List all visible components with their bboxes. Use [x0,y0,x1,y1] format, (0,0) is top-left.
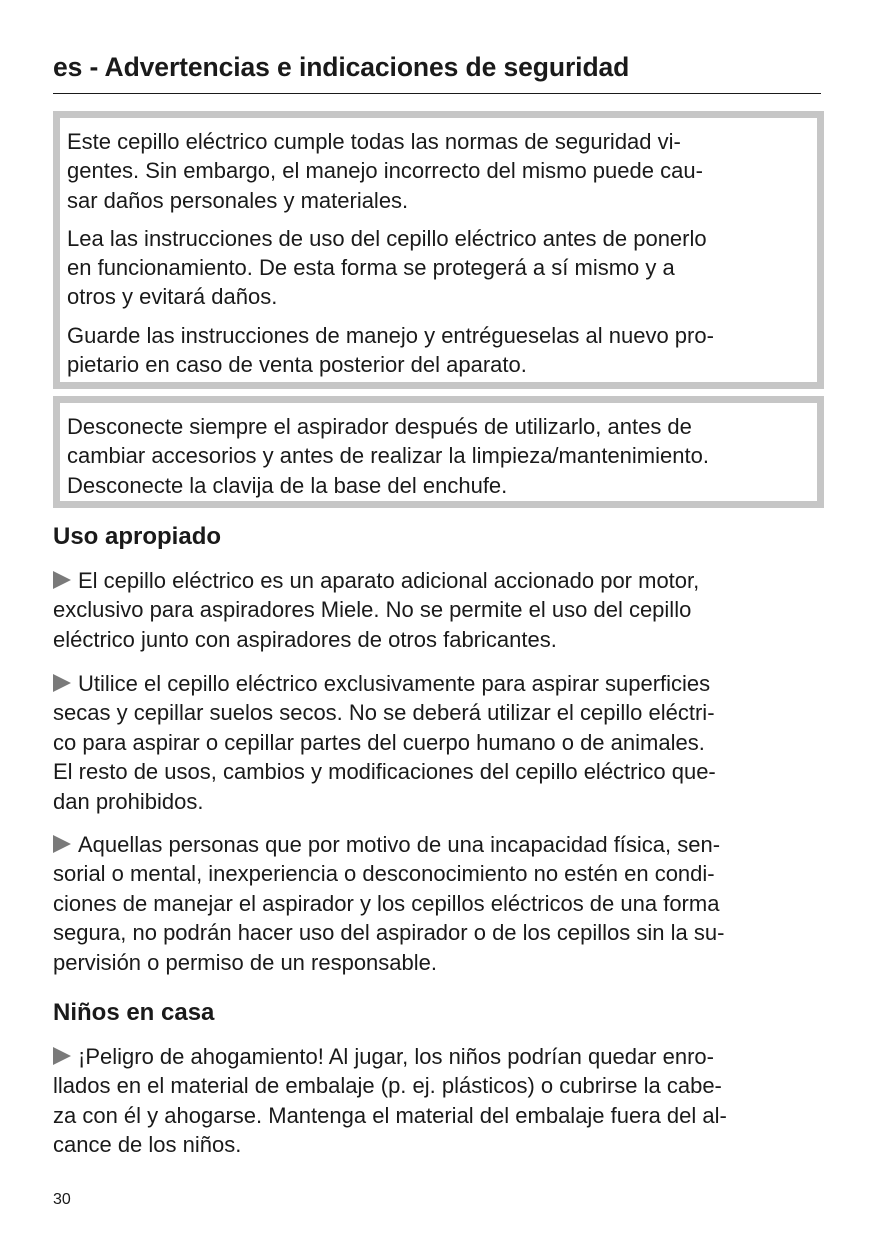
unplug-warning-text: Desconecte siempre el aspirador después de utilizarlo, antes de cambiar accesorios y antes de realizar la limpieza/mantenimiento. Desconecte la clavija de la base del enchufe. [67,414,709,498]
bullet-text: El cepillo eléctrico es un aparato adicional accionado por motor, exclusivo para aspiradores Miele. No se permite el uso del cepillo eléctrico junto con aspiradores de otros fabricantes. [53,568,700,652]
triangle-right-icon [53,835,71,853]
bullet-item-uso-1 [53,566,828,654]
bullet-text: Aquellas personas que por motivo de una incapacidad física, sen- sorial o mental, inexperiencia o desconocimiento no estén en condi- ciones de manejar el aspirador y los cepillos eléctricos de una forma segura, no podrán hacer uso del aspirador o de los cepillos sin la su- pervisión o permiso de un responsable. [53,832,725,975]
title-rule [53,93,821,94]
notice-paragraph-1: Este cepillo eléctrico cumple todas las normas de seguridad vi- gentes. Sin embargo, el manejo incorrecto del mismo puede cau- sar daños personales y materiales. [67,129,703,213]
triangle-right-icon [53,571,71,589]
bullet-text: ¡Peligro de ahogamiento! Al jugar, los niños podrían quedar enro- llados en el material de embalaje (p. ej. plásticos) o cubrirse la cabe- za con él y ahogarse. Mantenga el material del embalaje fuera del al- cance de los niños. [53,1044,727,1158]
notice-paragraph-3: Guarde las instrucciones de manejo y entrégueselas al nuevo pro- pietario en caso de venta posterior del aparato. [67,322,714,378]
section-heading-ninos-en-casa: Niños en casa [53,999,215,1026]
unplug-warning-box [53,396,824,508]
page-title: es - Advertencias e indicaciones de seguridad [53,52,630,82]
triangle-right-icon [53,1047,71,1065]
bullet-item-uso-2 [53,669,828,816]
page-number: 30 [53,1191,71,1208]
notice-paragraph-2: Lea las instrucciones de uso del cepillo eléctrico antes de ponerlo en funcionamiento. De esta forma se protegerá a sí mismo y a otros y evitará daños. [67,225,707,310]
bullet-item-ninos-1 [53,1042,828,1160]
bullet-item-uso-3 [53,830,828,977]
triangle-right-icon [53,674,71,692]
bullet-text: Utilice el cepillo eléctrico exclusivamente para aspirar superficies secas y cepillar suelos secos. No se deberá utilizar el cepillo eléctri- co para aspirar o cepillar partes del cuerpo humano o de animales. El resto de usos, cambios y modificaciones del cepillo eléctrico que- dan prohibidos. [53,671,716,814]
section-heading-uso-apropiado: Uso apropiado [53,523,222,550]
notice-box [53,111,824,389]
